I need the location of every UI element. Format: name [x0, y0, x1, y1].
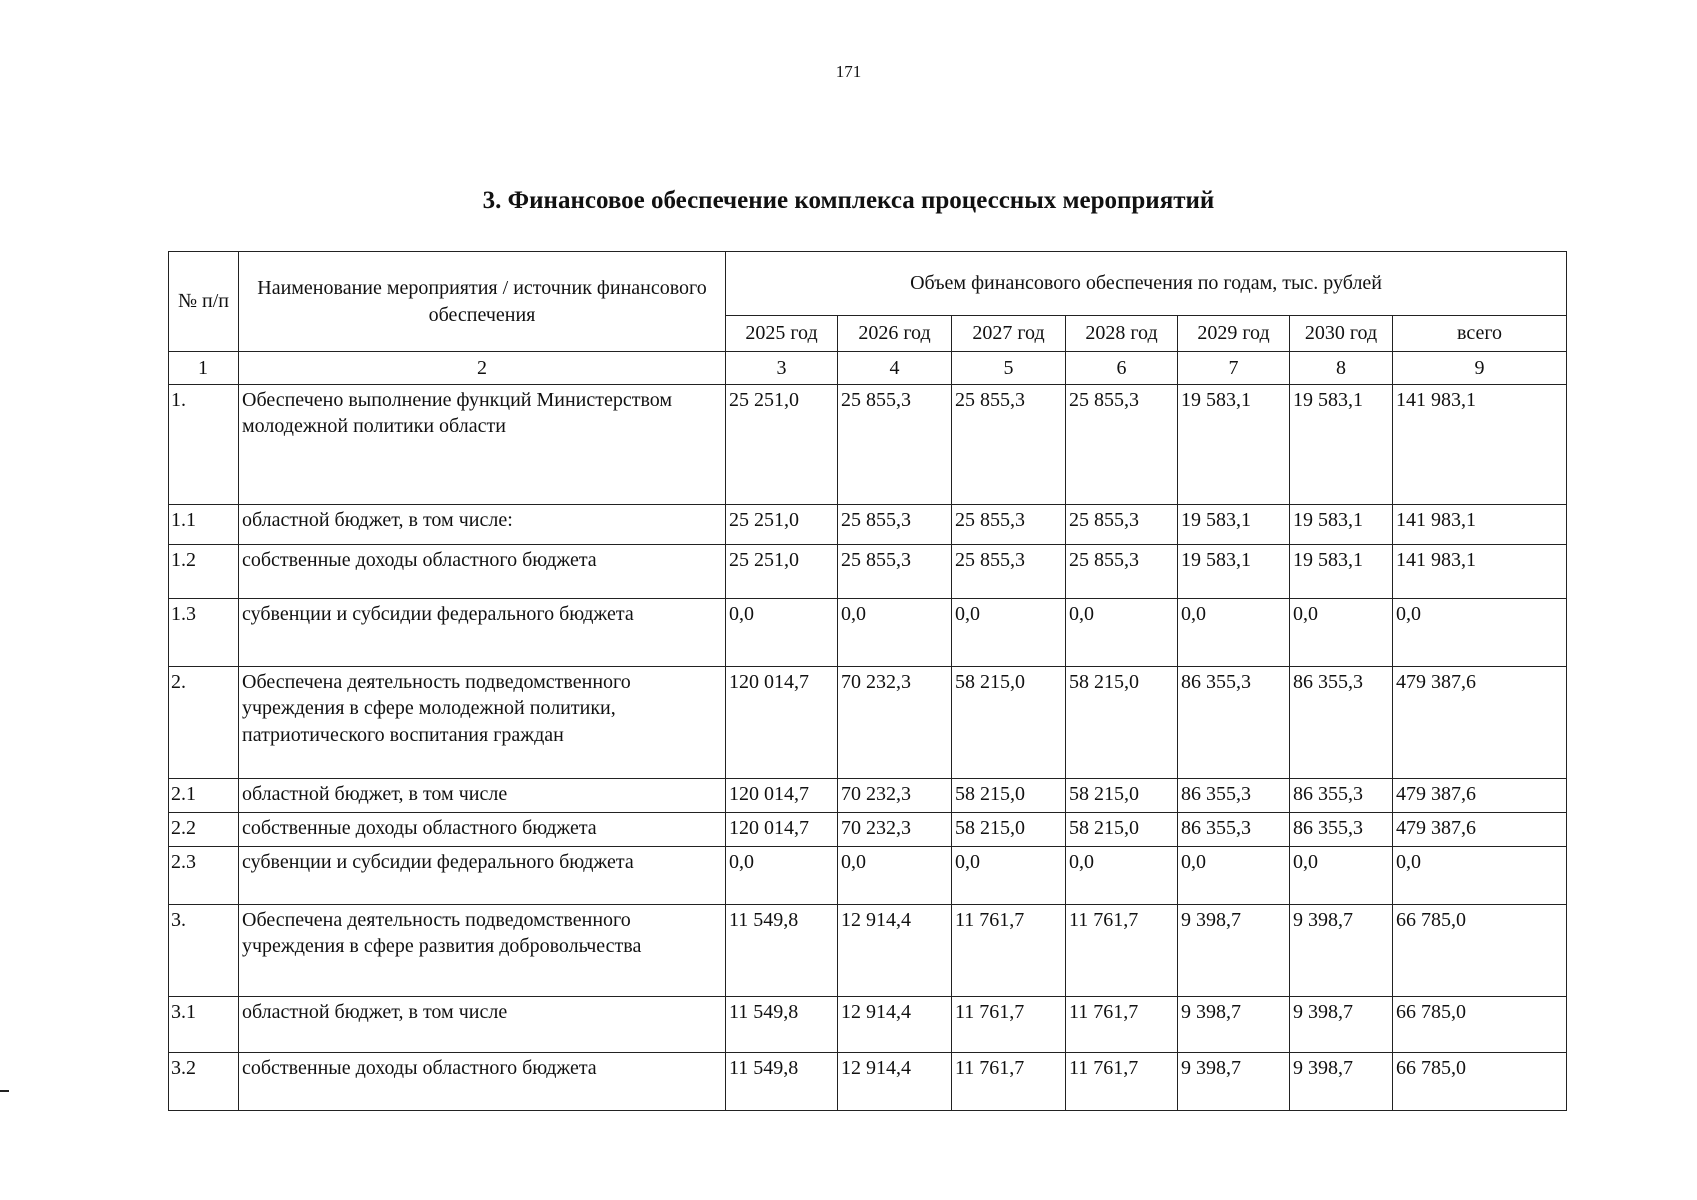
column-number: 2 — [239, 352, 726, 385]
row-num: 3. — [169, 905, 239, 997]
row-value: 86 355,3 — [1178, 779, 1290, 813]
row-value: 58 215,0 — [952, 813, 1066, 847]
row-value: 12 914,4 — [838, 1053, 952, 1111]
row-value: 9 398,7 — [1290, 905, 1393, 997]
row-value: 19 583,1 — [1290, 545, 1393, 599]
row-value: 19 583,1 — [1290, 385, 1393, 505]
row-value: 11 761,7 — [952, 1053, 1066, 1111]
header-total: всего — [1393, 316, 1567, 352]
row-value: 0,0 — [952, 847, 1066, 905]
row-value: 58 215,0 — [1066, 779, 1178, 813]
row-value: 479 387,6 — [1393, 813, 1567, 847]
row-value: 25 251,0 — [726, 385, 838, 505]
row-name: собственные доходы областного бюджета — [239, 813, 726, 847]
row-value: 25 855,3 — [838, 385, 952, 505]
row-name: областной бюджет, в том числе — [239, 997, 726, 1053]
row-name: Обеспечено выполнение функций Министерством молодежной политики области — [239, 385, 726, 505]
row-value: 0,0 — [726, 847, 838, 905]
row-value: 25 855,3 — [1066, 385, 1178, 505]
header-year: 2026 год — [838, 316, 952, 352]
row-value: 11 549,8 — [726, 905, 838, 997]
header-year: 2029 год — [1178, 316, 1290, 352]
row-value: 0,0 — [1290, 599, 1393, 667]
row-num: 3.2 — [169, 1053, 239, 1111]
table-row — [169, 779, 1567, 813]
row-value: 58 215,0 — [1066, 813, 1178, 847]
row-value: 120 014,7 — [726, 813, 838, 847]
row-value: 0,0 — [726, 599, 838, 667]
row-value: 58 215,0 — [952, 667, 1066, 779]
row-num: 2.2 — [169, 813, 239, 847]
row-name: собственные доходы областного бюджета — [239, 545, 726, 599]
row-num: 1. — [169, 385, 239, 505]
row-num: 1.1 — [169, 505, 239, 545]
table-row — [169, 1053, 1567, 1111]
row-value: 9 398,7 — [1178, 1053, 1290, 1111]
column-number: 8 — [1290, 352, 1393, 385]
financing-table — [168, 251, 1567, 1111]
row-value: 70 232,3 — [838, 667, 952, 779]
row-value: 66 785,0 — [1393, 1053, 1567, 1111]
page-number: 171 — [835, 62, 862, 81]
row-num: 2.3 — [169, 847, 239, 905]
row-value: 70 232,3 — [838, 779, 952, 813]
row-value: 19 583,1 — [1290, 505, 1393, 545]
row-value: 479 387,6 — [1393, 779, 1567, 813]
column-number: 4 — [838, 352, 952, 385]
row-value: 0,0 — [1393, 847, 1567, 905]
row-value: 25 251,0 — [726, 545, 838, 599]
row-value: 0,0 — [838, 847, 952, 905]
column-number: 7 — [1178, 352, 1290, 385]
row-value: 9 398,7 — [1290, 1053, 1393, 1111]
margin-mark — [0, 1090, 9, 1092]
row-value: 86 355,3 — [1290, 667, 1393, 779]
table-row — [169, 385, 1567, 505]
row-value: 66 785,0 — [1393, 905, 1567, 997]
row-num: 2.1 — [169, 779, 239, 813]
row-value: 86 355,3 — [1178, 813, 1290, 847]
row-value: 9 398,7 — [1178, 997, 1290, 1053]
column-number: 5 — [952, 352, 1066, 385]
row-value: 58 215,0 — [952, 779, 1066, 813]
row-value: 9 398,7 — [1290, 997, 1393, 1053]
row-value: 120 014,7 — [726, 667, 838, 779]
row-value: 0,0 — [1393, 599, 1567, 667]
row-value: 12 914,4 — [838, 997, 952, 1053]
row-value: 12 914,4 — [838, 905, 952, 997]
header-year: 2030 год — [1290, 316, 1393, 352]
row-num: 2. — [169, 667, 239, 779]
row-value: 141 983,1 — [1393, 545, 1567, 599]
column-number: 6 — [1066, 352, 1178, 385]
row-value: 58 215,0 — [1066, 667, 1178, 779]
row-value: 11 549,8 — [726, 1053, 838, 1111]
table-row — [169, 997, 1567, 1053]
row-value: 11 761,7 — [1066, 905, 1178, 997]
header-name: Наименование мероприятия / источник финансового обеспечения — [239, 252, 726, 352]
row-value: 0,0 — [1290, 847, 1393, 905]
row-value: 25 855,3 — [1066, 545, 1178, 599]
row-value: 11 761,7 — [1066, 1053, 1178, 1111]
column-number: 3 — [726, 352, 838, 385]
row-value: 120 014,7 — [726, 779, 838, 813]
row-value: 19 583,1 — [1178, 545, 1290, 599]
row-value: 141 983,1 — [1393, 505, 1567, 545]
row-value: 11 761,7 — [1066, 997, 1178, 1053]
table-row — [169, 667, 1567, 779]
table-row — [169, 599, 1567, 667]
header-volume: Объем финансового обеспечения по годам, тыс. рублей — [726, 252, 1567, 316]
row-value: 25 855,3 — [952, 545, 1066, 599]
row-value: 25 855,3 — [838, 505, 952, 545]
row-value: 479 387,6 — [1393, 667, 1567, 779]
row-value: 0,0 — [838, 599, 952, 667]
table-body — [169, 352, 1567, 1111]
row-value: 0,0 — [1178, 847, 1290, 905]
header-year: 2025 год — [726, 316, 838, 352]
row-value: 141 983,1 — [1393, 385, 1567, 505]
header-num: № п/п — [169, 252, 239, 352]
row-value: 11 761,7 — [952, 905, 1066, 997]
column-number-row — [169, 352, 1567, 385]
row-value: 0,0 — [1066, 599, 1178, 667]
page-title: 3. Финансовое обеспечение комплекса процессных мероприятий — [482, 187, 1215, 214]
row-num: 1.3 — [169, 599, 239, 667]
row-name: собственные доходы областного бюджета — [239, 1053, 726, 1111]
row-value: 11 549,8 — [726, 997, 838, 1053]
table-row — [169, 505, 1567, 545]
row-value: 66 785,0 — [1393, 997, 1567, 1053]
row-num: 3.1 — [169, 997, 239, 1053]
row-value: 25 855,3 — [838, 545, 952, 599]
row-value: 0,0 — [1066, 847, 1178, 905]
table-row — [169, 905, 1567, 997]
row-value: 25 855,3 — [1066, 505, 1178, 545]
row-value: 19 583,1 — [1178, 505, 1290, 545]
row-value: 0,0 — [952, 599, 1066, 667]
column-number: 1 — [169, 352, 239, 385]
table-row — [169, 847, 1567, 905]
row-value: 70 232,3 — [838, 813, 952, 847]
row-value: 86 355,3 — [1290, 779, 1393, 813]
row-value: 25 251,0 — [726, 505, 838, 545]
row-name: субвенции и субсидии федерального бюджета — [239, 847, 726, 905]
table-row — [169, 545, 1567, 599]
row-name: Обеспечена деятельность подведомственного учреждения в сфере молодежной политики, патриотического воспитания граждан — [239, 667, 726, 779]
row-value: 0,0 — [1178, 599, 1290, 667]
row-value: 25 855,3 — [952, 505, 1066, 545]
row-name: областной бюджет, в том числе — [239, 779, 726, 813]
row-name: субвенции и субсидии федерального бюджета — [239, 599, 726, 667]
header-year: 2028 год — [1066, 316, 1178, 352]
header-year: 2027 год — [952, 316, 1066, 352]
row-value: 25 855,3 — [952, 385, 1066, 505]
row-value: 11 761,7 — [952, 997, 1066, 1053]
row-value: 19 583,1 — [1178, 385, 1290, 505]
row-num: 1.2 — [169, 545, 239, 599]
row-name: Обеспечена деятельность подведомственного учреждения в сфере развития добровольчества — [239, 905, 726, 997]
row-value: 86 355,3 — [1178, 667, 1290, 779]
row-name: областной бюджет, в том числе: — [239, 505, 726, 545]
row-value: 9 398,7 — [1178, 905, 1290, 997]
column-number: 9 — [1393, 352, 1567, 385]
table-row — [169, 813, 1567, 847]
row-value: 86 355,3 — [1290, 813, 1393, 847]
